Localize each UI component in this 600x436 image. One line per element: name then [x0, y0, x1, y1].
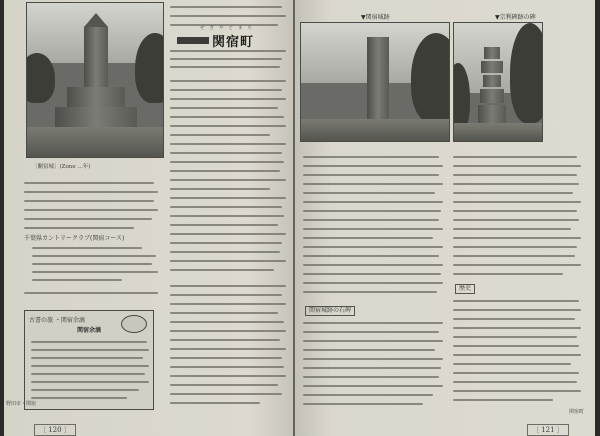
running-head-left: ▼関宿城跡	[361, 14, 390, 21]
photo-caption-left: 〔關宿城〕(Zone …年)	[32, 164, 91, 170]
section-heading: 関宿町	[212, 35, 255, 50]
illustration-icon	[121, 315, 147, 333]
pagoda-photo	[453, 22, 543, 142]
running-head-right: ▼宗利碑跡の碑	[495, 14, 536, 21]
table-label: 千葉県カントリークラブ(関宿コース)	[24, 235, 125, 242]
page-number-left: 〔 120 〕	[34, 424, 76, 436]
subheading-2: 歴史	[455, 284, 475, 294]
monument-photo-left	[26, 2, 164, 158]
note-box	[24, 310, 154, 410]
side-label-right: 関宿町	[569, 409, 585, 415]
heading-bar	[177, 37, 209, 44]
section-reading: せきやどまち	[200, 26, 257, 31]
right-page	[295, 0, 595, 436]
monument-photo-main	[300, 22, 450, 142]
subheading-1: 関宿城跡の石碑	[305, 306, 355, 316]
left-page	[4, 0, 293, 436]
note-box-subtitle: 関宿余滴	[77, 327, 102, 334]
note-box-title: 古書の旅 ・関宿余滴	[29, 317, 85, 324]
page-number-right: 〔 121 〕	[527, 424, 569, 436]
side-label-left: 野田市・関宿	[6, 401, 37, 407]
